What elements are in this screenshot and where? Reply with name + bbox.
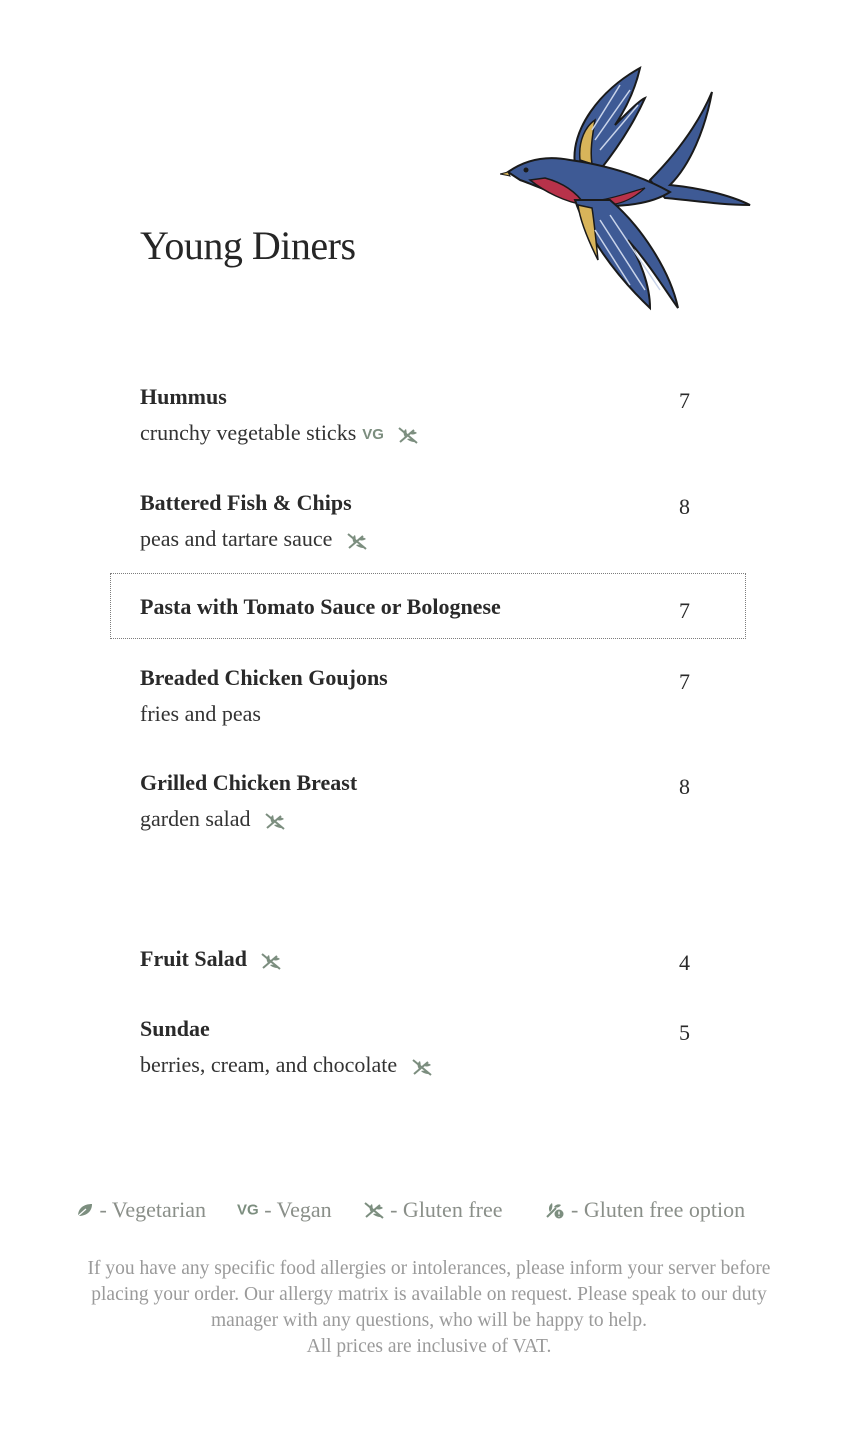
item-price: 7 (679, 669, 690, 694)
gluten-free-icon (260, 951, 282, 971)
dietary-legend (76, 1195, 776, 1223)
menu-item-grilled-chicken (140, 770, 690, 832)
item-name: Hummus (140, 384, 227, 409)
legend-vegetarian: - Vegetarian (99, 1196, 206, 1222)
item-name: Breaded Chicken Goujons (140, 665, 388, 690)
item-price: 5 (679, 1020, 690, 1045)
swallow-bird-illustration (500, 60, 760, 320)
gluten-free-icon (264, 811, 286, 831)
item-description: crunchy vegetable sticks VG (140, 420, 690, 448)
vat-text: All prices are inclusive of VAT. (306, 1336, 552, 1357)
menu-item-sundae (140, 1016, 690, 1078)
gluten-free-icon (346, 531, 368, 551)
gluten-free-icon (397, 425, 419, 445)
menu-item-chicken-goujons (140, 665, 690, 727)
item-description: berries, cream, and chocolate (140, 1052, 690, 1078)
item-description: garden salad (140, 806, 690, 832)
item-price: 4 (679, 950, 690, 975)
item-price: 7 (679, 388, 690, 413)
menu-item-fish-chips (140, 490, 690, 552)
menu-item-hummus (140, 384, 690, 448)
gluten-free-option-icon (544, 1200, 566, 1220)
item-description: fries and peas (140, 701, 261, 726)
legend-gluten-free: - Gluten free (390, 1196, 503, 1222)
allergy-text: If you have any specific food allergies or intolerances, please inform your server before placing your order. Our allergy matrix is available on request. Please speak to our duty manager with any questions, who will be happy to help. (87, 1258, 771, 1331)
item-name: Pasta with Tomato Sauce or Bolognese (140, 594, 501, 619)
legend-gluten-free-option: - Gluten free option (571, 1196, 746, 1222)
item-price: 8 (679, 774, 690, 799)
allergy-notice (70, 1256, 788, 1360)
menu-item-fruit-salad (140, 946, 690, 975)
page-title: Young Diners (140, 223, 356, 268)
item-name: Battered Fish & Chips (140, 490, 352, 515)
item-description: peas and tartare sauce (140, 526, 690, 552)
leaf-icon (76, 1202, 94, 1218)
item-name: Grilled Chicken Breast (140, 770, 358, 795)
vegan-badge: VG (362, 425, 384, 443)
gluten-free-icon (363, 1200, 385, 1220)
item-name: Sundae (140, 1016, 210, 1041)
gluten-free-icon (411, 1057, 433, 1077)
legend-vegan: - Vegan (264, 1196, 332, 1222)
item-price: 8 (679, 494, 690, 519)
menu-item-pasta[interactable] (140, 594, 690, 623)
vegan-badge: VG (237, 1201, 259, 1219)
item-price: 7 (679, 598, 690, 623)
item-name: Fruit Salad (140, 946, 690, 972)
